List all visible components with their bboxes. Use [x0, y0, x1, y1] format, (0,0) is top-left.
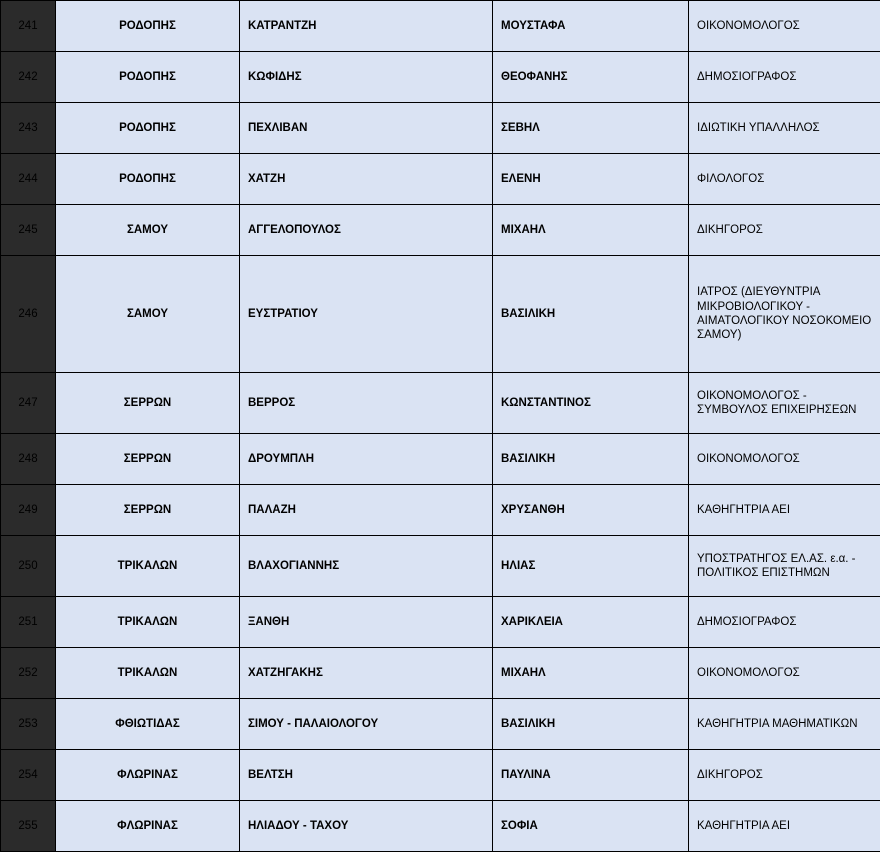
row-surname: ΣΙΜΟΥ - ΠΑΛΑΙΟΛΟΓΟΥ	[240, 699, 493, 750]
row-surname: ΧΑΤΖΗ	[240, 154, 493, 205]
row-region: ΣΕΡΡΩΝ	[56, 373, 240, 434]
table-row	[1, 597, 880, 648]
row-region: ΦΛΩΡΙΝΑΣ	[56, 750, 240, 801]
row-index: 246	[1, 256, 56, 373]
row-region: ΡΟΔΟΠΗΣ	[56, 154, 240, 205]
row-profession: ΚΑΘΗΓΗΤΡΙΑ ΑΕΙ	[689, 801, 880, 852]
row-surname: ΚΩΦΙΔΗΣ	[240, 52, 493, 103]
row-region: ΣΑΜΟΥ	[56, 205, 240, 256]
row-region: ΡΟΔΟΠΗΣ	[56, 52, 240, 103]
row-firstname: ΧΑΡΙΚΛΕΙΑ	[493, 597, 689, 648]
row-profession: ΚΑΘΗΓΗΤΡΙΑ ΜΑΘΗΜΑΤΙΚΩΝ	[689, 699, 880, 750]
row-profession: ΔΙΚΗΓΟΡΟΣ	[689, 205, 880, 256]
table-row	[1, 1, 880, 52]
table-row	[1, 256, 880, 373]
row-surname: ΒΕΡΡΟΣ	[240, 373, 493, 434]
row-profession: ΟΙΚΟΝΟΜΟΛΟΓΟΣ - ΣΥΜΒΟΥΛΟΣ ΕΠΙΧΕΙΡΗΣΕΩΝ	[689, 373, 880, 434]
row-region: ΣΕΡΡΩΝ	[56, 434, 240, 485]
candidates-table-body	[1, 1, 880, 852]
row-index: 253	[1, 699, 56, 750]
row-index: 245	[1, 205, 56, 256]
row-surname: ΔΡΟΥΜΠΛΗ	[240, 434, 493, 485]
table-row	[1, 103, 880, 154]
row-region: ΡΟΔΟΠΗΣ	[56, 103, 240, 154]
row-profession: ΔΙΚΗΓΟΡΟΣ	[689, 750, 880, 801]
row-firstname: ΣΟΦΙΑ	[493, 801, 689, 852]
row-firstname: ΜΟΥΣΤΑΦΑ	[493, 1, 689, 52]
row-region: ΦΘΙΩΤΙΔΑΣ	[56, 699, 240, 750]
row-profession: ΥΠΟΣΤΡΑΤΗΓΟΣ ΕΛ.ΑΣ. ε.α. - ΠΟΛΙΤΙΚΟΣ ΕΠΙΣΤΗΜΩΝ	[689, 536, 880, 597]
row-profession: ΚΑΘΗΓΗΤΡΙΑ ΑΕΙ	[689, 485, 880, 536]
row-firstname: ΒΑΣΙΛΙΚΗ	[493, 434, 689, 485]
row-index: 244	[1, 154, 56, 205]
row-firstname: ΜΙΧΑΗΛ	[493, 205, 689, 256]
row-surname: ΗΛΙΑΔΟΥ - ΤΑΧΟΥ	[240, 801, 493, 852]
row-index: 241	[1, 1, 56, 52]
row-surname: ΞΑΝΘΗ	[240, 597, 493, 648]
row-surname: ΠΑΛΑΖΗ	[240, 485, 493, 536]
table-row	[1, 205, 880, 256]
row-profession: ΔΗΜΟΣΙΟΓΡΑΦΟΣ	[689, 52, 880, 103]
row-firstname: ΘΕΟΦΑΝΗΣ	[493, 52, 689, 103]
row-index: 242	[1, 52, 56, 103]
row-surname: ΒΕΛΤΣΗ	[240, 750, 493, 801]
row-profession: ΟΙΚΟΝΟΜΟΛΟΓΟΣ	[689, 1, 880, 52]
row-index: 250	[1, 536, 56, 597]
row-index: 251	[1, 597, 56, 648]
row-firstname: ΣΕΒΗΛ	[493, 103, 689, 154]
row-index: 255	[1, 801, 56, 852]
table-row	[1, 434, 880, 485]
row-firstname: ΒΑΣΙΛΙΚΗ	[493, 256, 689, 373]
row-profession: ΟΙΚΟΝΟΜΟΛΟΓΟΣ	[689, 648, 880, 699]
row-profession: ΔΗΜΟΣΙΟΓΡΑΦΟΣ	[689, 597, 880, 648]
row-index: 249	[1, 485, 56, 536]
table-row	[1, 750, 880, 801]
row-profession: ΦΙΛΟΛΟΓΟΣ	[689, 154, 880, 205]
row-surname: ΚΑΤΡΑΝΤΖΗ	[240, 1, 493, 52]
table-row	[1, 154, 880, 205]
table-row	[1, 373, 880, 434]
row-surname: ΑΓΓΕΛΟΠΟΥΛΟΣ	[240, 205, 493, 256]
row-index: 254	[1, 750, 56, 801]
table-row	[1, 801, 880, 852]
row-surname: ΠΕΧΛΙΒΑΝ	[240, 103, 493, 154]
table-row	[1, 699, 880, 750]
row-surname: ΒΛΑΧΟΓΙΑΝΝΗΣ	[240, 536, 493, 597]
row-region: ΤΡΙΚΑΛΩΝ	[56, 597, 240, 648]
row-region: ΤΡΙΚΑΛΩΝ	[56, 648, 240, 699]
row-firstname: ΒΑΣΙΛΙΚΗ	[493, 699, 689, 750]
row-region: ΤΡΙΚΑΛΩΝ	[56, 536, 240, 597]
row-firstname: ΜΙΧΑΗΛ	[493, 648, 689, 699]
row-region: ΣΑΜΟΥ	[56, 256, 240, 373]
table-row	[1, 648, 880, 699]
row-region: ΡΟΔΟΠΗΣ	[56, 1, 240, 52]
table-row	[1, 485, 880, 536]
row-profession: ΙΑΤΡΟΣ (ΔΙΕΥΘΥΝΤΡΙΑ ΜΙΚΡΟΒΙΟΛΟΓΙΚΟΥ - ΑΙΜΑΤΟΛΟΓΙΚΟΥ ΝΟΣΟΚΟΜΕΙΟ ΣΑΜΟΥ)	[689, 256, 880, 373]
row-index: 243	[1, 103, 56, 154]
row-region: ΣΕΡΡΩΝ	[56, 485, 240, 536]
row-index: 247	[1, 373, 56, 434]
table-row	[1, 536, 880, 597]
table-row	[1, 52, 880, 103]
row-firstname: ΧΡΥΣΑΝΘΗ	[493, 485, 689, 536]
row-firstname: ΚΩΝΣΤΑΝΤΙΝΟΣ	[493, 373, 689, 434]
row-profession: ΙΔΙΩΤΙΚΗ ΥΠΑΛΛΗΛΟΣ	[689, 103, 880, 154]
row-firstname: ΠΑΥΛΙΝΑ	[493, 750, 689, 801]
row-surname: ΧΑΤΖΗΓΑΚΗΣ	[240, 648, 493, 699]
row-surname: ΕΥΣΤΡΑΤΙΟΥ	[240, 256, 493, 373]
row-region: ΦΛΩΡΙΝΑΣ	[56, 801, 240, 852]
row-index: 252	[1, 648, 56, 699]
row-firstname: ΕΛΕΝΗ	[493, 154, 689, 205]
row-index: 248	[1, 434, 56, 485]
row-profession: ΟΙΚΟΝΟΜΟΛΟΓΟΣ	[689, 434, 880, 485]
row-firstname: ΗΛΙΑΣ	[493, 536, 689, 597]
